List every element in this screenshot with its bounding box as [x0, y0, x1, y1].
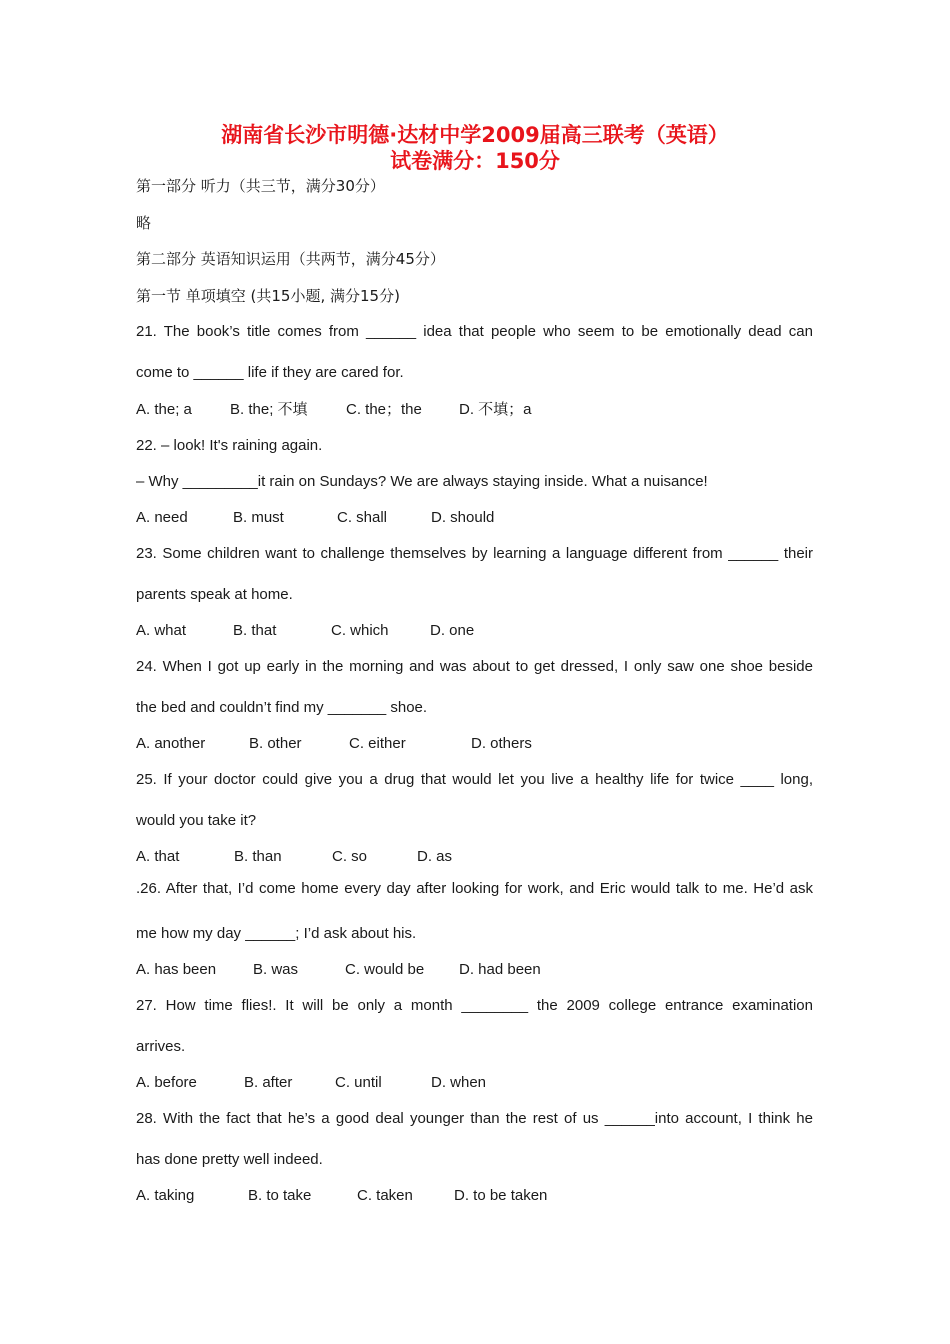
option-c: C. the；the — [346, 401, 422, 418]
part2-heading: 第二部分 英语知识运用（共两节，满分45分） — [136, 250, 445, 268]
question-stem-line1: 21. The book’s title comes from ______ idea that people who seem to be emotionally dead can — [136, 323, 813, 340]
option-b: B. was — [253, 961, 299, 978]
option-d: D. to be taken — [454, 1187, 548, 1204]
option-a: A. before — [136, 1074, 197, 1091]
option-a: A. taking — [136, 1187, 195, 1204]
section1-heading: 第一节 单项填空 (共15小题, 满分15分) — [136, 287, 400, 305]
question-stem-line2: come to ______ life if they are cared for. — [136, 364, 404, 381]
question-stem-line1: 22. – look! It's raining again. — [136, 437, 323, 454]
option-b: B. the; 不填 — [230, 401, 308, 418]
question-stem-line2: has done pretty well indeed. — [136, 1151, 323, 1168]
question-stem-line2: the bed and couldn’t find my _______ shoe. — [136, 699, 428, 716]
option-b: B. must — [233, 509, 284, 526]
question-stem-line1: 24. When I got up early in the morning and was about to get dressed, I only saw one shoe beside — [136, 658, 813, 675]
question-stem-line2: me how my day ______; I’d ask about his. — [136, 925, 417, 942]
option-c: C. until — [335, 1074, 382, 1091]
option-d: D. others — [471, 735, 532, 752]
question-stem-line1: .26. After that, I’d come home every day after looking for work, and Eric would talk to me. He’d ask — [136, 880, 813, 897]
option-a: A. what — [136, 622, 187, 639]
option-d: D. had been — [459, 961, 541, 978]
exam-title: 湖南省长沙市明德·达材中学2009届高三联考（英语） — [221, 123, 729, 147]
question-stem-line2: would you take it? — [136, 812, 257, 829]
option-d: D. when — [431, 1074, 487, 1091]
option-b: B. after — [244, 1074, 293, 1091]
question-stem-line2: parents speak at home. — [136, 586, 293, 603]
option-d: D. one — [430, 622, 475, 639]
question-stem-line2: arrives. — [136, 1038, 186, 1055]
option-a: A. another — [136, 735, 206, 752]
part1-heading: 第一部分 听力（共三节，满分30分） — [136, 177, 385, 195]
question-stem-line1: 28. With the fact that he’s a good deal younger than the rest of us ______into account, I think he — [136, 1110, 813, 1127]
option-a: A. the; a — [136, 401, 192, 418]
option-d: D. should — [431, 509, 495, 526]
option-c: C. shall — [337, 509, 388, 526]
option-b: B. other — [249, 735, 302, 752]
option-b: B. than — [234, 848, 282, 865]
question-stem-line1: 25. If your doctor could give you a drug that would let you live a healthy life for twice ____ long, — [136, 771, 813, 788]
part1-note: 略 — [136, 214, 152, 232]
option-d: D. 不填；a — [459, 401, 532, 418]
question-stem-line1: 23. Some children want to challenge themselves by learning a language different from ______ their — [136, 545, 813, 562]
option-c: C. which — [331, 622, 389, 639]
option-a: A. need — [136, 509, 188, 526]
question-stem-line1: 27. How time flies!. It will be only a month ________ the 2009 college entrance examination — [136, 997, 813, 1014]
question-stem-line2: – Why _________it rain on Sundays? We are always staying inside. What a nuisance! — [136, 473, 708, 490]
option-b: B. that — [233, 622, 277, 639]
option-c: C. taken — [357, 1187, 413, 1204]
option-c: C. would be — [345, 961, 425, 978]
option-a: A. has been — [136, 961, 217, 978]
option-c: C. either — [349, 735, 406, 752]
option-b: B. to take — [248, 1187, 312, 1204]
exam-score-subtitle: 试卷满分：150分 — [390, 149, 560, 173]
option-d: D. as — [417, 848, 453, 865]
option-c: C. so — [332, 848, 368, 865]
option-a: A. that — [136, 848, 180, 865]
